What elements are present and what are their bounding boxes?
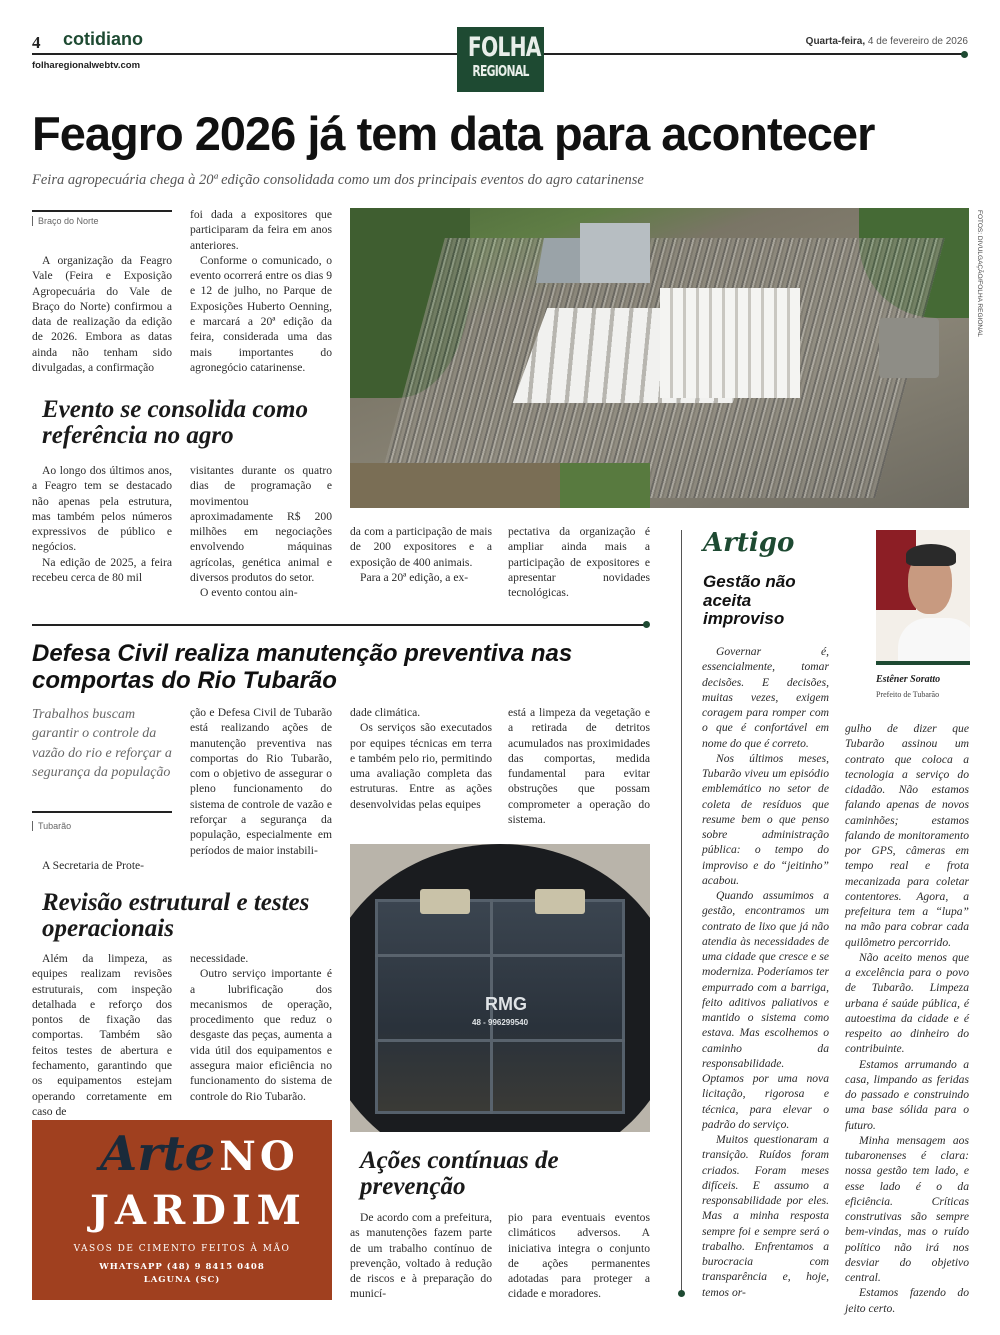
paragraph: está a limpeza da vegetação e a retirada de detritos acumulados nas proximidades das comportas, medida fundamental para evitar obstruções que possam comprometer a operação do sistema. xyxy=(508,706,650,827)
logo-line2: REGIONAL xyxy=(472,62,529,80)
paragraph: Estamos arrumando a casa, limpando as feridas do passado e construindo uma base sólida para o futuro. xyxy=(845,1057,969,1132)
subtitle-feagro: Feira agropecuária chega à 20ª edição consolidada como um dos principais eventos do agro catarinense xyxy=(32,172,644,188)
date xyxy=(806,36,968,47)
paragraph: Na edição de 2025, a feira recebeu cerca de 80 mil xyxy=(32,555,172,585)
artigo-colB xyxy=(845,721,969,1316)
feagro-col6 xyxy=(508,524,650,600)
defesa-col7 xyxy=(350,1210,492,1302)
defesa-col5 xyxy=(32,951,172,1119)
artigo-title: Gestão não aceita improviso xyxy=(703,572,796,628)
feagro-col4 xyxy=(190,463,332,601)
artigo-divider-dot xyxy=(678,1290,685,1297)
paragraph: De acordo com a prefeitura, as manutenções fazem parte de um trabalho contínuo de prevenção, voltado à redução de riscos e à preparação do municí- xyxy=(350,1211,492,1301)
deck-defesa: Trabalhos buscam garantir o controle da vazão do rio e reforçar a segurança da população xyxy=(32,707,172,780)
defesa-col4 xyxy=(508,705,650,827)
paragraph: pectativa da organização é ampliar ainda mais a participação de expositores e apresentar novidades tecnológicas. xyxy=(508,525,650,600)
floodgate-photo[interactable] xyxy=(350,844,650,1132)
author-name: Estêner Soratto xyxy=(876,674,941,685)
gate-label: RMG xyxy=(485,994,527,1014)
section-rule xyxy=(32,624,644,626)
column-rule xyxy=(32,210,172,212)
photo-credit: FOTOS: DIVULGAÇÃO/FOLHA REGIONAL xyxy=(976,210,983,338)
gate-number: 48 - 996299540 xyxy=(472,1018,529,1027)
paragraph: Para a 20ª edição, a ex- xyxy=(360,570,469,584)
defesa-col6 xyxy=(190,951,332,1104)
feagro-col1 xyxy=(32,253,172,375)
headline-feagro: Feagro 2026 já tem data para acontecer xyxy=(32,107,875,160)
artigo-colA xyxy=(702,644,829,1300)
location-tag: Tubarão xyxy=(32,821,71,831)
paragraph: A organização da Feagro Vale (Feira e Exposição Agropecuária do Vale de Braço do Norte) confirmou a data de realização da edição de 2026. Embora as datas ainda não tenham sido divulgadas, a confirmação xyxy=(32,254,172,375)
author-photo xyxy=(876,530,970,665)
ad-word-jardim: JARDIM xyxy=(90,1187,307,1234)
ad-arte-no-jardim[interactable] xyxy=(32,1120,332,1300)
artigo-divider xyxy=(681,530,682,1292)
paragraph: da com a participação de mais de 200 expositores e a exposição de 400 animais. xyxy=(350,525,492,569)
weekday: Quarta-feira, xyxy=(805,36,866,47)
section-rule-dot xyxy=(643,621,650,628)
section-name: cotidiano xyxy=(63,29,143,49)
fair-aerial-photo[interactable] xyxy=(350,208,969,508)
ad-tagline: VASOS DE CIMENTO FEITOS À MÃO xyxy=(73,1244,291,1254)
headline-defesa: Defesa Civil realiza manutenção preventiva nas comportas do Rio Tubarão xyxy=(32,640,573,694)
defesa-col2 xyxy=(190,705,332,858)
paragraph: pio para eventuais eventos climáticos adversos. A iniciativa integra o conjunto de ações permanentes adotadas para proteger a cidade e moradores. xyxy=(508,1211,650,1301)
paragraph: Muitos questionaram a transição. Ruídos foram criados. Foram meses difíceis. E assumo a responsabilidade por eles. Mas a minha resposta sempre foi e sempre será o trabalho. Enfrentamos a burocracia com transparência e, hoje, temos or- xyxy=(702,1133,829,1299)
ad-word-no: NO xyxy=(219,1133,299,1180)
paragraph: A Secretaria de Prote- xyxy=(42,859,145,872)
subhead-acoes: Ações contínuas de prevenção xyxy=(360,1147,559,1200)
paragraph: Estamos fazendo do jeito certo. xyxy=(845,1286,969,1315)
feagro-col3 xyxy=(32,463,172,585)
paragraph: Os serviços são executados por equipes técnicas em terra e também pelo rio, permitindo uma avaliação completa das estruturas. Entre as ações desenvolvidas pelas equipes xyxy=(350,721,492,811)
paragraph: O evento contou ain- xyxy=(200,586,298,600)
page-number: 4 xyxy=(32,33,41,52)
header-rule-dot xyxy=(961,51,968,58)
ad-city: LAGUNA (SC) xyxy=(143,1275,221,1285)
feagro-col2 xyxy=(190,207,332,375)
logo-line1: FOLHA xyxy=(467,32,541,63)
logo xyxy=(457,27,544,92)
subhead-revisao: Revisão estrutural e testes operacionais xyxy=(42,889,310,942)
location-tag: Braço do Norte xyxy=(32,216,99,226)
paragraph: Quando assumimos a gestão, encontramos um contrato de lixo que já não atendia às necessidades de uma cidade que cresce e se moderniza. Poderíamos ter empurrado com a barriga, feito aditivos paliativos e mantido o sistema como estava. Mas escolhemos o caminho da responsabilidade. Optamos por uma nova licitação, rigorosa e técnica, para elevar o padrão do serviço. xyxy=(702,889,829,1131)
defesa-col1 xyxy=(32,858,172,873)
column-rule xyxy=(32,811,172,813)
date-text: 4 de fevereiro de 2026 xyxy=(867,36,968,47)
paragraph: foi dada a expositores que participaram da feira em anos anteriores. xyxy=(190,208,332,252)
paragraph: ção e Defesa Civil de Tubarão está realizando ações de manutenção preventiva nas comportas do Rio Tubarão, com o objetivo de assegurar o pleno funcionamento do sistema de controle de vazão e reforçar a segurança da população, especialmente em períodos de maior instabili- xyxy=(190,706,332,857)
paragraph: gulho de dizer que Tubarão assinou um contrato que coloca a tecnologia a serviço do cidadão. Não estamos falando apenas de novos caminhões; estamos falando de monitoramento por GPS, câmeras em tempo real e frota mecanizada para coletar contentores. Agora, a prefeitura tem a “lupa” na mão para cobrar cada quilômetro percorrido. xyxy=(845,722,969,949)
paragraph: Conforme o comunicado, o evento ocorrerá entre os dias 9 e 12 de julho, no Parque de Exposições Huberto Oenning, e marcará a 20ª edição da feira, considerada uma das mais importantes do agronegócio catarinense. xyxy=(190,253,332,374)
paragraph: Não aceito menos que a excelência para o povo de Tubarão. Limpeza urbana é saúde pública, é autoestima da cidade e é respeito ao dinheiro do contribuinte. xyxy=(845,950,969,1056)
ad-phone: WHATSAPP (48) 9 8415 0408 xyxy=(99,1262,265,1272)
paragraph: dade climática. xyxy=(350,706,421,719)
paragraph: visitantes durante os quatro dias de programação e movimentou aproximadamente R$ 200 milhões em negociações envolvendo máquinas agrícolas, genética animal e diversos produtos do setor. xyxy=(190,464,332,585)
defesa-col3 xyxy=(350,705,492,812)
feagro-col5 xyxy=(350,524,492,585)
paragraph: Além da limpeza, as equipes realizam revisões estruturais, com inspeção detalhada e reforço dos pontos de fixação das comportas. Também são feitos testes de abertura e fechamento, garantindo que os equipamentos estejam operando corretamente em caso de xyxy=(32,952,172,1118)
defesa-col8 xyxy=(508,1210,650,1302)
paragraph: Nos últimos meses, Tubarão viveu um episódio emblemático no setor de coleta de resíduos que resume bem o que penso sobre administração pública: o tempo do improviso e do “jeitinho” acabou. xyxy=(702,751,829,887)
paragraph: Outro serviço importante é a lubrificação dos mecanismos de operação, procedimento que reduz o desgaste das peças, aumenta a vida útil dos equipamentos e assegura maior eficiência no funcionamento do sistema de controle do Rio Tubarão. xyxy=(190,967,332,1103)
author-role: Prefeito de Tubarão xyxy=(876,690,940,699)
paragraph: Minha mensagem aos tubaronenses é clara: nossa gestão tem lado, e esse lado é o da eficiência. Críticas construtivas são sempre bem-vindas, mas o ruído político não irá nos desviar do objetivo central. xyxy=(845,1133,969,1284)
website[interactable]: folharegionalwebtv.com xyxy=(32,60,141,71)
paragraph: Governar é, essencialmente, tomar decisões. E decisões, muitas vezes, exigem coragem para romper com o que é confortável em nome do que é correto. xyxy=(702,645,829,750)
ad-word-arte: Arte xyxy=(100,1126,216,1182)
artigo-label: Artigo xyxy=(703,528,795,558)
paragraph: Ao longo dos últimos anos, a Feagro tem se destacado não apenas pela estrutura, mas também pelos números expressivos de público e negócios. xyxy=(32,464,172,554)
subhead-evento: Evento se consolida como referência no agro xyxy=(42,396,308,449)
paragraph: necessidade. xyxy=(190,952,249,965)
